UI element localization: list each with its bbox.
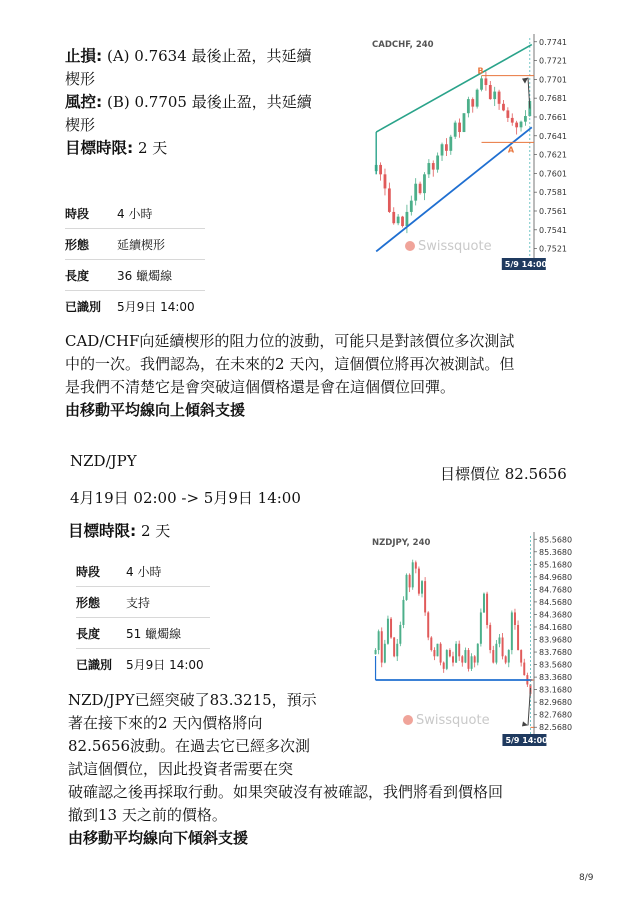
paragraph-line: 中的一次。我們認為，在未來的2 天內，這個價位將再次被測試。但 [65,355,515,373]
table-row [76,587,210,618]
candle-body [378,631,380,650]
candle-body [424,581,426,612]
table-key: 長度 [76,618,126,649]
candle-body [375,650,377,654]
paragraph-line: CAD/CHF向延續楔形的阻力位的波動，可能只是對該價位多次測試 [65,332,515,350]
candle-body [463,113,466,132]
candle-body [511,118,514,123]
table-value: 支持 [126,587,210,618]
table-row [65,260,205,291]
y-tick-label: 83.9680 [539,635,572,645]
watermark-icon [405,241,415,251]
candle-body [480,612,482,643]
table-row [76,649,210,680]
support-heading: 由移動平均線向上傾斜支援 [65,401,246,419]
target-time-value: 2 天 [136,522,171,540]
time-label: 5/9 14:00 [504,260,548,269]
point-label-a: A [507,145,515,155]
y-tick-label: 83.7680 [539,648,572,658]
paragraph-line: 是我們不清楚它是會突破這個價格還是會在這個價位回彈。 [65,378,456,396]
candle-body [476,90,479,107]
table-key: 長度 [65,260,117,291]
candle-body [511,612,513,650]
candle-body [477,644,479,663]
candle-body [458,644,460,657]
candle-body [399,625,401,644]
candle-body [390,619,392,638]
pair-name: NZD/JPY [70,452,137,470]
table-key: 形態 [65,229,117,260]
candle-body [454,123,457,137]
chart-svg [362,30,572,276]
candle-body [449,650,451,656]
candle-body [514,612,516,625]
table-row [76,618,210,649]
candle-body [402,600,404,625]
candle-body [392,212,395,223]
candle-body [440,644,442,663]
candle-body [449,137,452,151]
y-tick-label: 83.1680 [539,685,572,695]
table-value: 4 小時 [126,556,210,587]
candle-body [387,619,389,644]
candle-body [489,625,491,650]
candle-body [467,650,469,669]
candle-body [388,188,391,212]
paragraph-cadchf [65,330,585,422]
chart-cadchf [362,30,572,276]
stop-loss-text: (A) 0.7634 最後止盈，共延續 [102,47,312,65]
candle-body [401,217,404,226]
candle-body [515,123,518,128]
candle-body [427,612,429,637]
candle-body [396,644,398,657]
candle-body [430,638,432,651]
y-tick-label: 84.3680 [539,610,572,620]
y-tick-label: 83.3680 [539,673,572,683]
y-tick-label: 0.7581 [539,188,567,198]
candle-body [523,663,525,676]
paragraph-line: 破確認之後再採取行動。如果突破沒有被確認，我們將看到價格回 [68,783,504,801]
candle-body [506,110,509,118]
candle-body [423,174,426,193]
candle-body [480,78,483,89]
candle-body [418,569,420,594]
watermark-text: Swissquote [418,239,492,254]
candle-body [410,201,413,212]
candle-body [445,144,448,151]
y-tick-label: 0.7721 [539,56,567,66]
table-value: 5月9日 14:00 [117,299,195,314]
candle-body [414,184,417,201]
candle-body [393,638,395,657]
y-tick-label: 85.5680 [539,535,572,545]
y-tick-label: 0.7661 [539,112,567,122]
candle-body [520,122,523,128]
y-tick-label: 84.7680 [539,585,572,595]
candle-body [421,581,423,594]
candle-body [458,123,461,132]
chart-title: NZDJPY, 240 [372,538,431,548]
candle-body [443,663,445,669]
candle-body [474,656,476,662]
candle-body [492,650,494,663]
info-table-nzdjpy [76,556,210,679]
y-tick-label: 0.7621 [539,150,567,160]
candle-body [464,650,466,663]
candle-body [471,656,473,669]
y-tick-label: 82.9680 [539,698,572,708]
support-heading: 由移動平均線向下傾斜支援 [68,829,249,847]
y-tick-label: 85.1680 [539,560,572,570]
risk-text: (B) 0.7705 最後止盈，共延續 [102,93,312,111]
info-table-cadchf [65,198,205,321]
candle-body [381,631,383,662]
candle-body [406,575,408,600]
candle-body [409,575,411,588]
table-row [65,198,205,229]
candle-body [406,212,409,226]
time-label: 5/9 14:00 [505,736,548,745]
paragraph-line: NZD/JPY已經突破了83.3215，預示 [68,691,317,709]
paragraph-line: 試這個價位，因此投資者需要在突 [68,760,294,778]
candle-body [502,638,504,657]
candle-body [433,650,435,656]
y-tick-label: 84.1680 [539,622,572,632]
table-value: 4 小時 [117,198,205,229]
paragraph-line: 撤到13 天之前的價格。 [68,806,227,824]
table-key: 形態 [76,587,126,618]
table-row [76,556,210,587]
candle-body [495,644,497,663]
candle-body [437,644,439,657]
y-tick-label: 82.7680 [539,710,572,720]
y-tick-label: 0.7541 [539,225,567,235]
table-value: 5月9日 14:00 [126,657,204,672]
paragraph-line: 82.5656波動。在過去它已經多次測 [68,737,311,755]
candle-body [486,594,488,625]
table-value: 延續楔形 [117,229,205,260]
target-time-label: 目標時限: [65,139,134,157]
candle-body [505,656,507,662]
y-tick-label: 0.7741 [539,37,567,47]
candle-body [384,644,386,663]
y-tick-label: 0.7601 [539,169,567,179]
target-time-2 [68,520,170,543]
candle-body [397,217,400,224]
y-tick-label: 84.9680 [539,572,572,582]
candle-body [483,594,485,613]
table-row [65,229,205,260]
candle-body [446,650,448,669]
table-key: 已識別 [76,657,113,672]
candle-body [524,116,527,122]
candle-body [384,174,387,188]
candle-body [471,99,474,107]
candle-body [493,92,496,100]
risk-label: 風控: [65,93,103,111]
table-key: 已識別 [65,299,102,314]
watermark-logo [405,239,492,254]
stop-loss-label: 止損: [65,47,103,65]
candle-body [489,85,492,99]
candle-body [485,78,488,85]
y-tick-label: 83.5680 [539,660,572,670]
y-tick-label: 0.7701 [539,75,567,85]
table-key: 時段 [65,198,117,229]
stop-loss-block [65,45,345,160]
stop-loss-text-cont: 楔形 [65,70,96,88]
candle-body [467,99,470,113]
y-tick-label: 0.7521 [539,244,567,254]
y-tick-label: 0.7681 [539,94,567,104]
target-price: 目標價位 82.5656 [440,465,567,483]
y-tick-label: 0.7561 [539,206,567,216]
candle-body [415,562,417,568]
candle-body [436,156,439,170]
target-time-value: 2 天 [133,139,168,157]
table-row [65,291,205,322]
candle-body [498,638,500,644]
y-tick-label: 85.3680 [539,547,572,557]
y-tick-label: 82.5680 [539,723,572,733]
page-number: 8/9 [579,873,594,883]
candle-body [441,144,444,155]
period: 4月19日 02:00 -> 5月9日 14:00 [70,489,301,507]
candle-body [517,625,519,650]
chart-title: CADCHF, 240 [372,40,434,50]
watermark-text: Swissquote [416,713,490,728]
target-time-label: 目標時限: [68,522,137,540]
candle-body [432,163,435,170]
paragraph-line: 著在接下來的2 天內價格將向 [68,714,263,732]
table-key: 時段 [76,556,126,587]
candle-body [412,562,414,587]
candle-body [427,163,430,174]
candle-body [502,104,505,111]
table-value: 36 蠟燭線 [117,260,205,291]
y-tick-label: 84.5680 [539,597,572,607]
point-label-b: B [477,66,484,76]
candle-body [455,644,457,663]
candle-body [452,656,454,662]
table-value: 51 蠟燭線 [126,618,210,649]
candle-body [379,165,382,174]
candle-body [508,650,510,663]
candle-body [498,92,501,104]
risk-text-cont: 楔形 [65,116,96,134]
y-tick-label: 0.7641 [539,131,567,141]
candle-body [520,650,522,663]
candle-body [419,184,422,193]
candle-body [461,656,463,662]
paragraph-nzdjpy [68,689,568,850]
